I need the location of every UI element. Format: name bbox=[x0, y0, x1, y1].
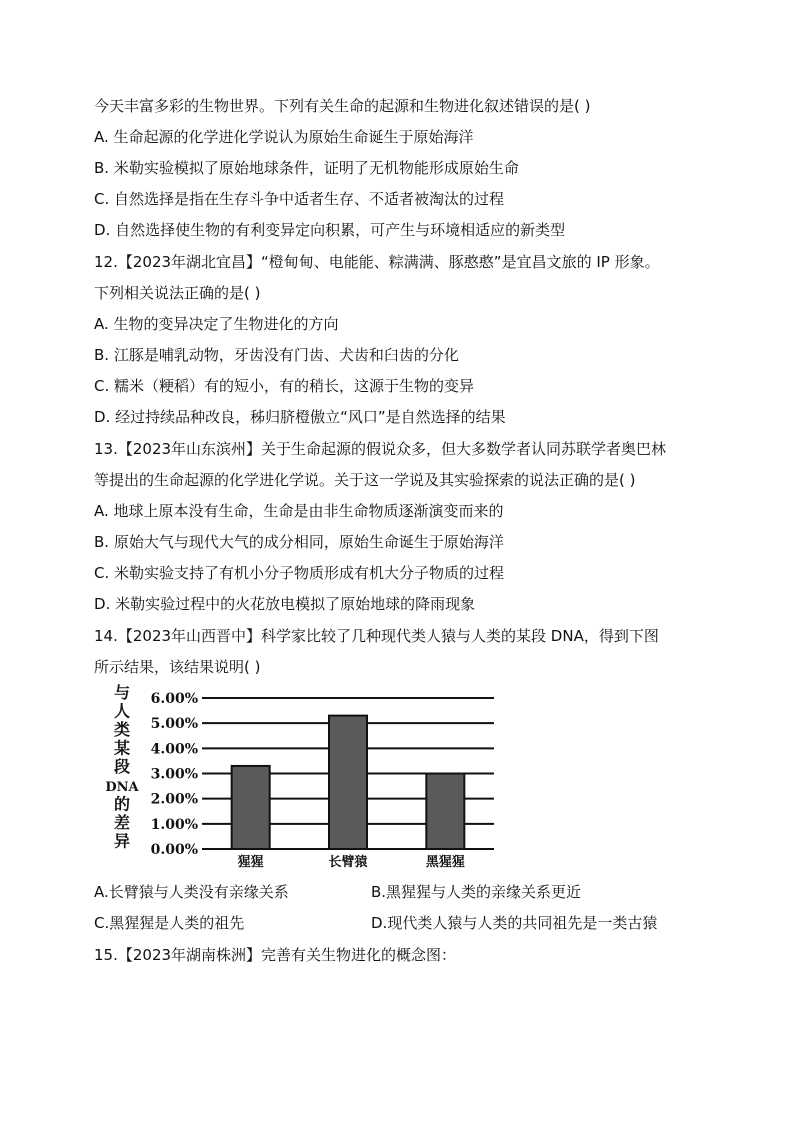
question-15-stem: 15.【2023年湖南株洲】完善有关生物进化的概念图： bbox=[94, 946, 457, 964]
q14-option-b: B.黑猩猩与人类的亲缘关系更近 bbox=[371, 883, 582, 901]
x-category-labels bbox=[238, 854, 465, 870]
q14-option-c: C.黑猩猩是人类的祖先 bbox=[94, 914, 245, 932]
y-tick-label: 2.00% bbox=[150, 791, 198, 808]
y-axis-label-char: 与 bbox=[113, 684, 131, 702]
y-tick-label: 1.00% bbox=[150, 816, 198, 833]
x-category-label: 猩猩 bbox=[237, 855, 264, 870]
q11-option-b: B. 米勒实验模拟了原始地球条件，证明了无机物能形成原始生命 bbox=[94, 159, 519, 177]
q12-option-a: A. 生物的变异决定了生物进化的方向 bbox=[94, 315, 339, 333]
y-axis-label-char: 的 bbox=[113, 794, 131, 814]
y-axis-label bbox=[105, 684, 139, 850]
q13-option-c: C. 米勒实验支持了有机小分子物质形成有机大分子物质的过程 bbox=[94, 564, 505, 582]
bar-2 bbox=[329, 716, 367, 849]
y-tick-labels bbox=[151, 691, 198, 858]
y-tick-label: 5.00% bbox=[150, 716, 198, 733]
q14-option-a: A.长臂猿与人类没有亲缘关系 bbox=[94, 883, 289, 901]
q14-option-d: D.现代类人猿与人类的共同祖先是一类古猿 bbox=[371, 914, 658, 932]
y-axis-label-char: 异 bbox=[113, 831, 131, 851]
q13-option-a: A. 地球上原本没有生命，生命是由非生命物质逐渐演变而来的 bbox=[94, 502, 504, 520]
question-13-stem: 13.【2023年山东滨州】关于生命起源的假说众多，但大多数学者认同苏联学者奥巴林 bbox=[94, 440, 667, 458]
y-axis-label-char: 段 bbox=[113, 757, 131, 777]
q11-option-a: A. 生命起源的化学进化学说认为原始生命诞生于原始海洋 bbox=[94, 128, 474, 146]
y-axis-label-char: 人 bbox=[113, 701, 131, 721]
y-axis-label-char: 某 bbox=[113, 738, 131, 758]
question-13-stem-cont: 等提出的生命起源的化学进化学说。关于这一学说及其实验探索的说法正确的是( ) bbox=[94, 471, 636, 489]
bars bbox=[232, 716, 465, 849]
question-12-stem-cont: 下列相关说法正确的是( ) bbox=[94, 284, 261, 302]
bar-1 bbox=[232, 766, 270, 849]
y-axis-label-char: 差 bbox=[113, 812, 131, 832]
dna-difference-bar-chart bbox=[94, 684, 514, 870]
q11-option-d: D. 自然选择使生物的有利变异定向积累，可产生与环境相适应的新类型 bbox=[94, 221, 566, 239]
question-14-stem-cont: 所示结果，该结果说明( ) bbox=[94, 658, 261, 676]
q12-option-d: D. 经过持续品种改良，秭归脐橙傲立“风口”是自然选择的结果 bbox=[94, 408, 506, 426]
y-tick-label: 0.00% bbox=[150, 842, 198, 858]
y-axis-label-char: 类 bbox=[113, 720, 131, 740]
y-axis-label-char: DNA bbox=[105, 779, 139, 795]
q12-option-b: B. 江豚是哺乳动物，牙齿没有门齿、犬齿和臼齿的分化 bbox=[94, 346, 459, 364]
q11-option-c: C. 自然选择是指在生存斗争中适者生存、不适者被淘汰的过程 bbox=[94, 190, 505, 208]
q13-option-b: B. 原始大气与现代大气的成分相同，原始生命诞生于原始海洋 bbox=[94, 533, 504, 551]
x-category-label: 长臂猿 bbox=[328, 855, 368, 870]
q13-option-d: D. 米勒实验过程中的火花放电模拟了原始地球的降雨现象 bbox=[94, 595, 476, 613]
bar-3 bbox=[426, 774, 464, 850]
y-tick-label: 6.00% bbox=[150, 691, 198, 707]
y-tick-label: 3.00% bbox=[150, 766, 198, 783]
question-11-stem: 今天丰富多彩的生物世界。下列有关生命的起源和生物进化叙述错误的是( ) bbox=[94, 97, 591, 115]
y-tick-label: 4.00% bbox=[150, 741, 198, 758]
x-category-label: 黑猩猩 bbox=[425, 855, 465, 870]
question-14-stem: 14.【2023年山西晋中】科学家比较了几种现代类人猿与人类的某段 DNA，得到下图 bbox=[94, 627, 659, 645]
q12-option-c: C. 糯米（粳稻）有的短小，有的稍长，这源于生物的变异 bbox=[94, 377, 475, 395]
question-12-stem: 12.【2023年湖北宜昌】“橙甸甸、电能能、粽满满、豚憨憨”是宜昌文旅的 IP 形象。 bbox=[94, 253, 660, 271]
